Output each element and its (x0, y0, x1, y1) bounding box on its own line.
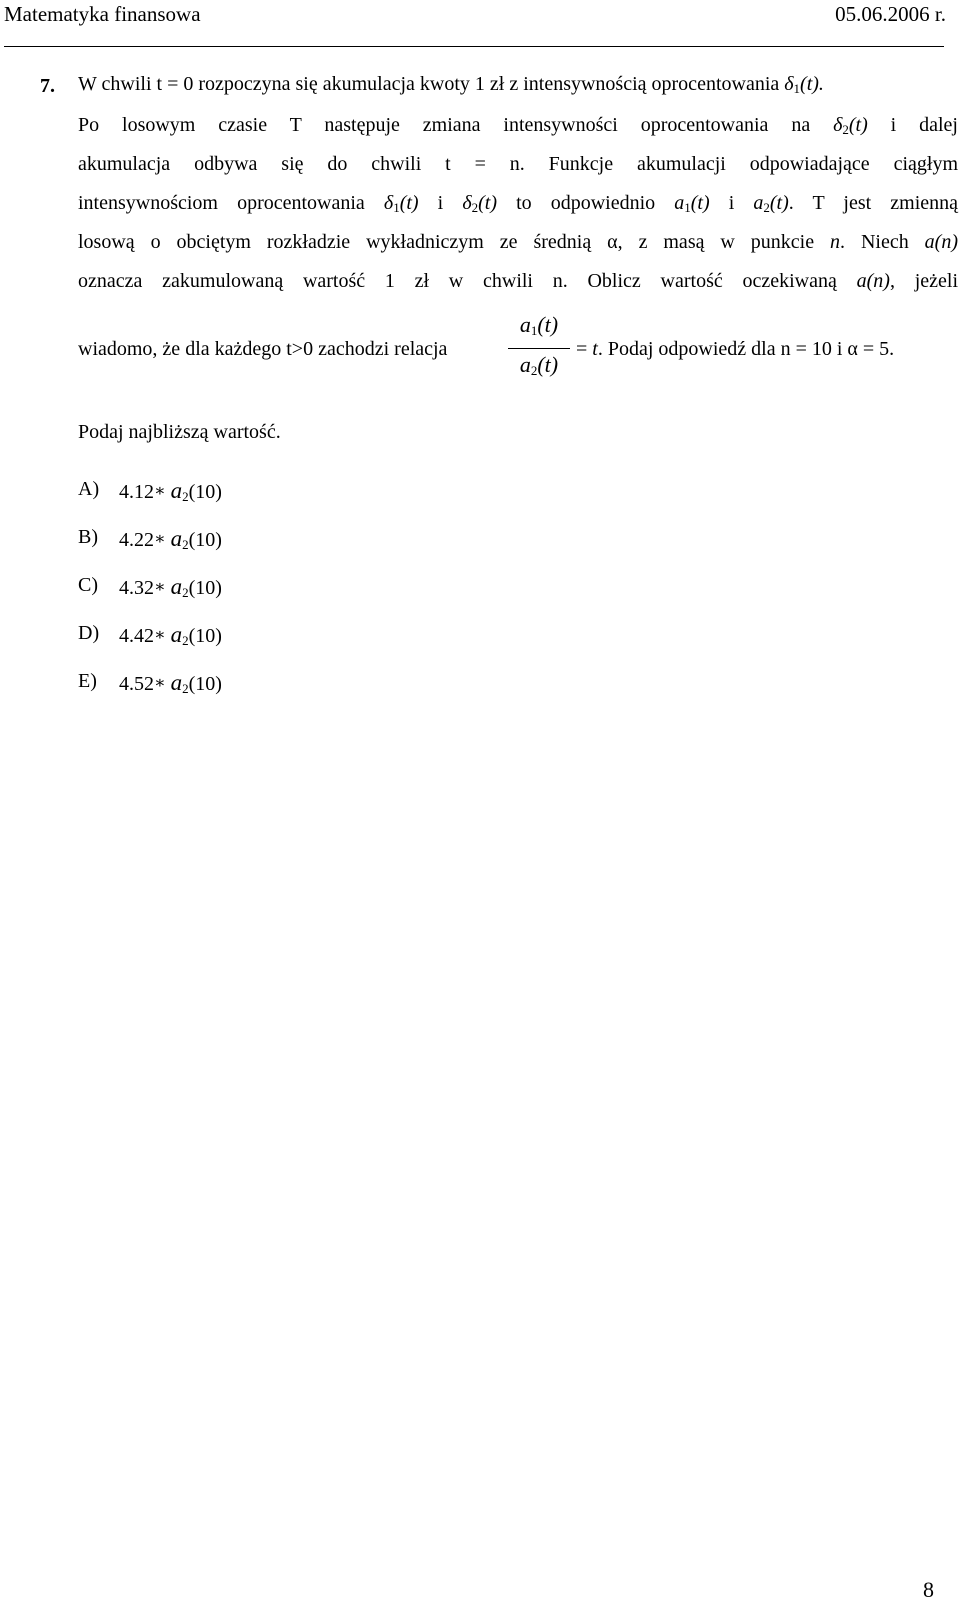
problem-line-4: intensywnościom oprocentowania $\delta_1(t)$ i $\delta_2(t)$ to odpowiednio $a_1(t)$ i $a_2(t)$. T jest zmienną (78, 192, 959, 215)
problem-line-6: oznacza zakumulowaną wartość 1 zł w chwili n. Oblicz wartość oczekiwaną a(n), jeżeli (78, 270, 958, 292)
problem-number: 7. (40, 75, 55, 97)
header-rule (4, 46, 944, 47)
relation-intro: wiadomo, że dla każdego t>0 zachodzi relacja (78, 338, 448, 360)
relation-result: = t. Podaj odpowiedź dla n = 10 i α = 5. (576, 338, 895, 360)
page-header (0, 0, 960, 50)
header-title: Matematyka finansowa (4, 2, 201, 26)
header-date: 05.06.2006 r. (835, 2, 946, 26)
fraction-numerator: $a_1(t)$ (519, 312, 559, 338)
problem-line-3: akumulacja odbywa się do chwili t = n. Funkcje akumulacji odpowiadające ciągłym (78, 153, 958, 175)
fraction-bar (508, 348, 570, 349)
relation-fraction (508, 310, 570, 390)
problem-line-7 (78, 310, 958, 390)
page-number: 8 (923, 1577, 934, 1602)
problem-line-1: W chwili t = 0 rozpoczyna się akumulacja kwoty 1 zł z intensywnością oprocentowania $\delta_1(t)$. (78, 73, 824, 96)
problem-line-8: Podaj najbliższą wartość. (78, 421, 281, 443)
problem-line-2: Po losowym czasie T następuje zmiana intensywności oprocentowania na $\delta_2(t)$ i dalej (78, 114, 958, 137)
problem-line-5: losową o obciętym rozkładzie wykładniczym ze średnią α, z masą w punkcie n. Niech a(n) (78, 231, 958, 253)
fraction-denominator: $a_2(t)$ (519, 352, 559, 378)
